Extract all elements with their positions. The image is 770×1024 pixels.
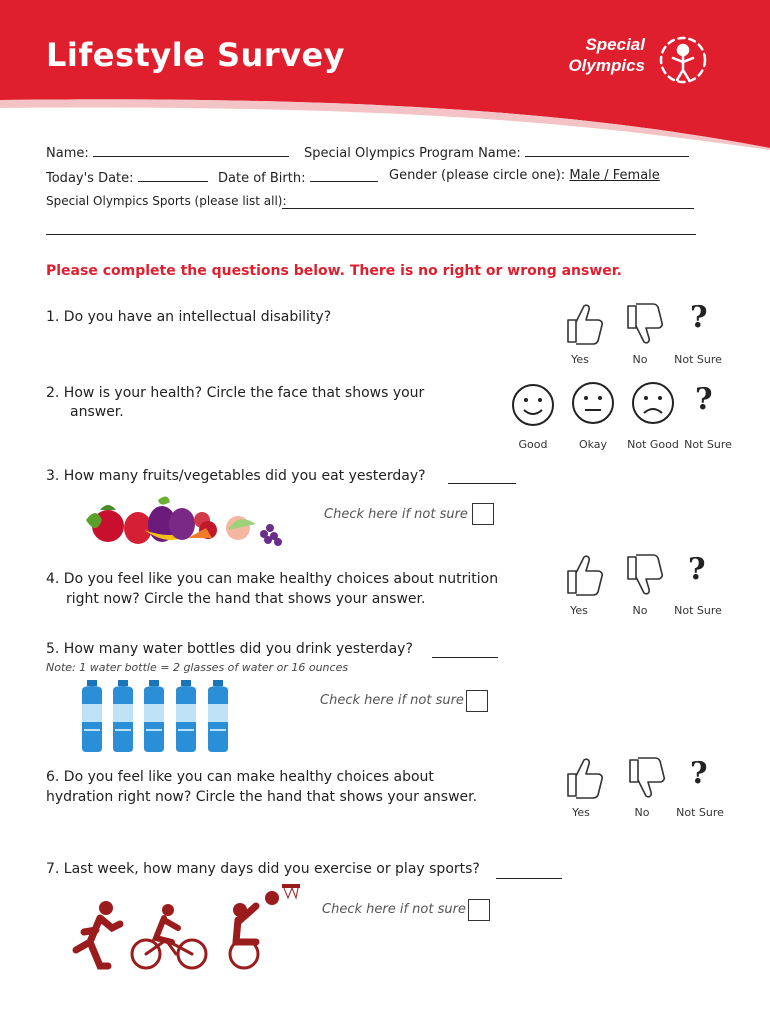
sports-label: Special Olympics Sports (please list all): bbox=[46, 194, 287, 208]
q2-not-good[interactable]: Not Good bbox=[627, 438, 679, 451]
neutral-face-icon[interactable] bbox=[570, 380, 616, 426]
name-field[interactable] bbox=[46, 143, 289, 161]
q3-not-sure-checkbox[interactable] bbox=[472, 503, 494, 525]
question-mark-icon[interactable]: ? bbox=[695, 382, 713, 417]
today-date-input[interactable] bbox=[138, 168, 208, 182]
question-1: 1. Do you have an intellectual disability? bbox=[46, 309, 332, 325]
q2-not-sure[interactable]: Not Sure bbox=[684, 438, 732, 451]
sports-input-line-1[interactable] bbox=[282, 207, 694, 209]
q2-okay[interactable]: Okay bbox=[578, 438, 608, 451]
name-input-line[interactable] bbox=[93, 143, 289, 157]
name-label: Name: bbox=[46, 146, 89, 161]
fruits-vegetables-icon bbox=[78, 490, 288, 550]
q5-not-sure-checkbox[interactable] bbox=[466, 690, 488, 712]
q4-yes[interactable]: Yes bbox=[570, 604, 588, 617]
logo-figure-icon bbox=[653, 30, 713, 90]
question-2-line1: 2. How is your health? Circle the face that shows your bbox=[46, 385, 425, 401]
q6-no[interactable]: No bbox=[634, 806, 650, 819]
page-title: Lifestyle Survey bbox=[46, 36, 346, 74]
q5-check-label: Check here if not sure bbox=[320, 693, 464, 708]
q6-yes[interactable]: Yes bbox=[572, 806, 590, 819]
today-date-label: Today's Date: bbox=[46, 171, 134, 186]
question-6-line1: 6. Do you feel like you can make healthy choices about bbox=[46, 769, 434, 785]
program-label: Special Olympics Program Name: bbox=[304, 146, 521, 161]
question-mark-icon[interactable]: ? bbox=[690, 300, 708, 335]
instructions: Please complete the questions below. There is no right or wrong answer. bbox=[46, 263, 623, 279]
logo-line2: Olympics bbox=[568, 56, 645, 75]
q4-no[interactable]: No bbox=[632, 604, 648, 617]
dob-field[interactable] bbox=[218, 168, 378, 186]
q1-no[interactable]: No bbox=[632, 353, 648, 366]
dob-input[interactable] bbox=[310, 168, 378, 182]
q6-not-sure[interactable]: Not Sure bbox=[676, 806, 724, 819]
thumbs-up-icon[interactable] bbox=[562, 551, 602, 597]
q7-not-sure-checkbox[interactable] bbox=[468, 899, 490, 921]
q7-check-label: Check here if not sure bbox=[322, 902, 466, 917]
q7-answer-line[interactable] bbox=[496, 877, 562, 879]
gender-options[interactable]: Male / Female bbox=[569, 168, 660, 183]
q5-answer-line[interactable] bbox=[432, 656, 498, 658]
q3-answer-line[interactable] bbox=[448, 482, 516, 484]
q1-not-sure[interactable]: Not Sure bbox=[674, 353, 722, 366]
thumbs-down-icon[interactable] bbox=[622, 302, 662, 348]
question-6-line2: hydration right now? Circle the hand that shows your answer. bbox=[46, 789, 478, 805]
program-input-line[interactable] bbox=[525, 143, 689, 157]
today-date-field[interactable] bbox=[46, 168, 208, 186]
question-5: 5. How many water bottles did you drink yesterday? bbox=[46, 641, 413, 657]
thumbs-down-icon[interactable] bbox=[624, 756, 664, 802]
sports-input-line-2[interactable] bbox=[46, 233, 696, 235]
thumbs-up-icon[interactable] bbox=[562, 300, 602, 346]
q4-not-sure[interactable]: Not Sure bbox=[674, 604, 722, 617]
question-mark-icon[interactable]: ? bbox=[690, 756, 708, 791]
sports-field[interactable] bbox=[46, 194, 287, 208]
thumbs-down-icon[interactable] bbox=[622, 553, 662, 599]
q3-check-label: Check here if not sure bbox=[324, 507, 468, 522]
thumbs-up-icon[interactable] bbox=[562, 754, 602, 800]
gender-label: Gender (please circle one): bbox=[389, 168, 566, 183]
q5-note: Note: 1 water bottle = 2 glasses of water or 16 ounces bbox=[46, 661, 349, 674]
dob-label: Date of Birth: bbox=[218, 171, 306, 186]
question-4-line1: 4. Do you feel like you can make healthy choices about nutrition bbox=[46, 571, 499, 587]
q2-good[interactable]: Good bbox=[518, 438, 548, 451]
happy-face-icon[interactable] bbox=[510, 382, 556, 428]
sports-figures-icon bbox=[60, 880, 310, 972]
sad-face-icon[interactable] bbox=[630, 380, 676, 426]
question-3: 3. How many fruits/vegetables did you eat yesterday? bbox=[46, 468, 426, 484]
logo-line1: Special bbox=[585, 35, 645, 54]
water-bottles-icon bbox=[78, 680, 238, 752]
question-2-line2: answer. bbox=[70, 404, 124, 420]
program-field[interactable] bbox=[304, 143, 689, 161]
q1-yes[interactable]: Yes bbox=[571, 353, 589, 366]
gender-field[interactable] bbox=[389, 168, 660, 183]
question-7: 7. Last week, how many days did you exercise or play sports? bbox=[46, 861, 480, 877]
question-4-line2: right now? Circle the hand that shows your answer. bbox=[66, 591, 426, 607]
question-mark-icon[interactable]: ? bbox=[688, 552, 706, 587]
